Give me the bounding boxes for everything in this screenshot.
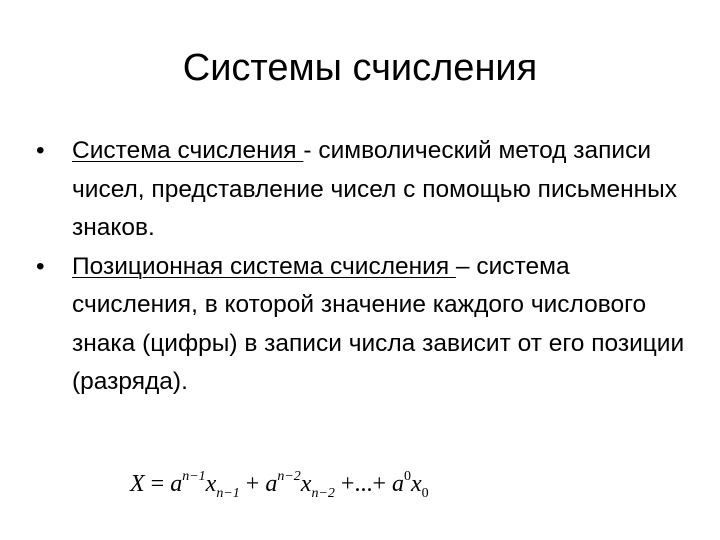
formula-plus-1: + <box>245 471 260 497</box>
formula-term-1-base: a <box>170 471 183 497</box>
bullet-list <box>36 132 686 402</box>
formula-term-2-variable: x <box>300 471 312 497</box>
bullet-icon: • <box>36 137 45 164</box>
formula-term-3-exponent: 0 <box>403 469 411 484</box>
formula-term-1-subscript: n−1 <box>216 486 240 501</box>
formula-plus-3: + <box>372 471 386 497</box>
formula-ellipsis: ... <box>354 471 373 497</box>
formula-term-2-exponent: n−2 <box>277 469 301 484</box>
positional-formula <box>130 456 590 512</box>
formula-plus-2: + <box>340 471 355 497</box>
bullet-item-definition <box>36 132 686 248</box>
definition-term: Система счисления <box>72 137 304 164</box>
formula-term-2-subscript: n−2 <box>311 486 335 501</box>
positional-text: – система счисления, в которой значение каждого числового знака (цифры) в записи числа зависит от его позиции (разряда). <box>72 252 685 395</box>
bullet-icon: • <box>36 252 45 280</box>
slide-title: Системы счисления <box>182 47 538 89</box>
formula-lhs: X <box>130 471 145 497</box>
formula-term-3-base: a <box>391 471 404 497</box>
positional-term: Позиционная система счисления <box>72 252 456 280</box>
formula-term-1-exponent: n−1 <box>182 469 206 484</box>
formula-term-3-subscript: 0 <box>421 486 429 501</box>
formula-term-1-variable: x <box>205 471 217 497</box>
definition-text: - символический метод записи чисел, представление чисел с помощью письменных знаков. <box>72 137 678 241</box>
formula-equals: = <box>150 471 165 497</box>
bullet-item-positional <box>36 248 686 402</box>
formula-term-2-base: a <box>265 471 278 497</box>
formula-term-3-variable: x <box>410 471 422 497</box>
